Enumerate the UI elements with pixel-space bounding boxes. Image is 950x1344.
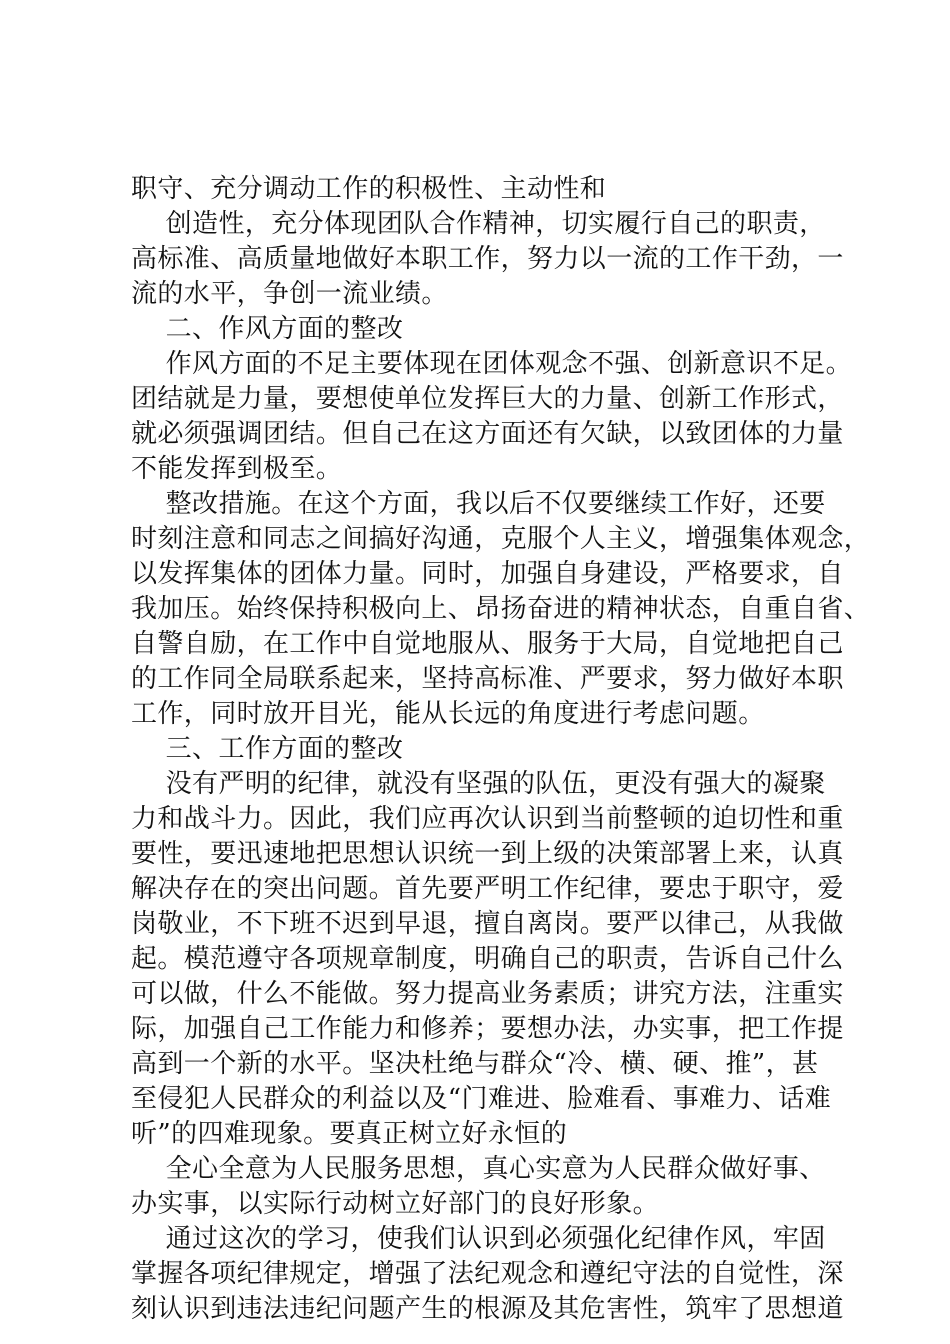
text-line: 高标准、高质量地做好本职工作，努力以一流的工作干劲，一 bbox=[131, 244, 844, 274]
text-line: 解决存在的突出问题。首先要严明工作纪律，要忠于职守，爱 bbox=[131, 874, 844, 904]
text-line: 职守、充分调动工作的积极性、主动性和 bbox=[131, 174, 607, 204]
text-line: 刻认识到违法违纪问题产生的根源及其危害性，筑牢了思想道 bbox=[131, 1294, 844, 1324]
text-line: 自警自励，在工作中自觉地服从、服务于大局，自觉地把自己 bbox=[131, 629, 844, 659]
text-line: 我加压。始终保持积极向上、昂扬奋进的精神状态，自重自省、 bbox=[131, 594, 871, 624]
text-line: 掌握各项纪律规定，增强了法纪观念和遵纪守法的自觉性，深 bbox=[131, 1259, 844, 1289]
text-line: 就必须强调团结。但自己在这方面还有欠缺，以致团体的力量 bbox=[131, 419, 844, 449]
section-heading: 三、工作方面的整改 bbox=[131, 734, 404, 764]
text-line: 办实事，以实际行动树立好部门的良好形象。 bbox=[131, 1189, 660, 1219]
text-line: 至侵犯人民群众的利益以及“门难进、脸难看、事难力、话难 bbox=[131, 1084, 832, 1114]
text-line: 力和战斗力。因此，我们应再次认识到当前整顿的迫切性和重 bbox=[131, 804, 844, 834]
text-line: 起。模范遵守各项规章制度，明确自己的职责，告诉自己什么 bbox=[131, 944, 844, 974]
text-line: 不能发挥到极至。 bbox=[131, 454, 343, 484]
text-line: 全心全意为人民服务思想，真心实意为人民群众做好事、 bbox=[131, 1154, 826, 1184]
text-line: 创造性，充分体现团队合作精神，切实履行自己的职责， bbox=[131, 209, 826, 239]
section-heading: 二、作风方面的整改 bbox=[131, 314, 404, 344]
text-line: 岗敬业，不下班不迟到早退，擅自离岗。要严以律己，从我做 bbox=[131, 909, 844, 939]
text-line: 时刻注意和同志之间搞好沟通，克服个人主义，增强集体观念， bbox=[131, 524, 871, 554]
text-line: 通过这次的学习，使我们认识到必须强化纪律作风，牢固 bbox=[131, 1224, 826, 1254]
text-line: 作风方面的不足主要体现在团体观念不强、创新意识不足。 bbox=[131, 349, 853, 379]
text-line: 际，加强自己工作能力和修养；要想办法，办实事，把工作提 bbox=[131, 1014, 844, 1044]
text-line: 高到一个新的水平。坚决杜绝与群众“冷、横、硬、推”，甚 bbox=[131, 1049, 819, 1079]
text-line: 流的水平，争创一流业绩。 bbox=[131, 279, 448, 309]
text-line: 的工作同全局联系起来，坚持高标准、严要求，努力做好本职 bbox=[131, 664, 844, 694]
text-line: 听”的四难现象。要真正树立好永恒的 bbox=[131, 1119, 568, 1149]
text-line: 工作，同时放开目光，能从长远的角度进行考虑问题。 bbox=[131, 699, 765, 729]
text-line: 以发挥集体的团体力量。同时，加强自身建设，严格要求，自 bbox=[131, 559, 844, 589]
text-line: 可以做，什么不能做。努力提高业务素质；讲究方法，注重实 bbox=[131, 979, 844, 1009]
text-line: 没有严明的纪律，就没有坚强的队伍，更没有强大的凝聚 bbox=[131, 769, 826, 799]
text-line: 团结就是力量，要想使单位发挥巨大的力量、创新工作形式， bbox=[131, 384, 844, 414]
text-line: 整改措施。在这个方面，我以后不仅要继续工作好，还要 bbox=[131, 489, 826, 519]
text-line: 要性，要迅速地把思想认识统一到上级的决策部署上来，认真 bbox=[131, 839, 844, 869]
